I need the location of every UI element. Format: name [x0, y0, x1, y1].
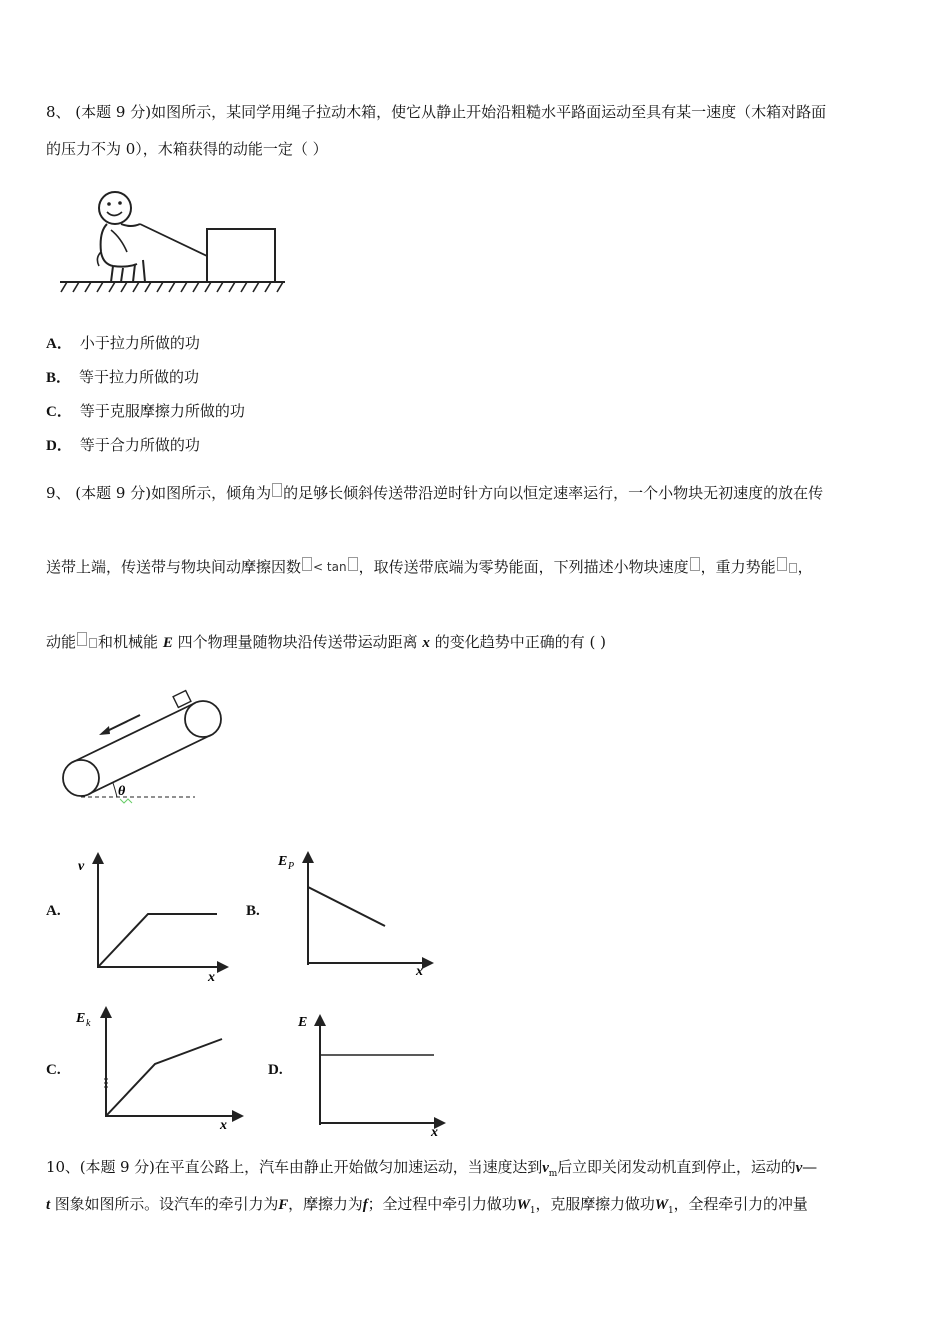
q9-stem-line1: 9、 (本题 9 分)如图所示，倾角为 的足够长倾斜传送带沿逆时针方向以恒定速率运行，一个小物块无初速度的放在传	[46, 484, 824, 502]
ek-placeholder	[77, 632, 87, 646]
graph-c-ylabel: E	[76, 1011, 86, 1026]
ep-placeholder	[777, 557, 787, 571]
ep-sub-placeholder	[789, 563, 797, 573]
theta-placeholder	[348, 557, 358, 571]
graph-a-ylabel: v	[78, 859, 85, 874]
graph-c	[75, 1002, 245, 1137]
graph-c-xlabel: x	[220, 1118, 227, 1133]
graph-b-label[interactable]: B.	[246, 903, 260, 919]
v-placeholder	[690, 557, 700, 571]
q9-figure-conveyor-belt	[55, 685, 235, 810]
q8-figure-person-pulling-box	[55, 172, 295, 297]
q10-stem-line1: 10、(本题 9 分)在平直公路上，汽车由静止开始做匀加速运动，当速度达到$v_m$后立即关闭发动机直到停止，运动的v—	[46, 1158, 818, 1179]
graph-d-xlabel: x	[431, 1125, 438, 1138]
graph-c-ysub: k	[86, 1018, 91, 1029]
graph-b-ylabel: E	[278, 854, 288, 869]
q10-stem-line2: t 图象如图所示。设汽车的牵引力为F，摩擦力为f；全过程中牵引力做功$W_1$，克服摩擦力做功$W_1$，全程牵引力的冲量	[46, 1195, 808, 1216]
q8-stem-line2: 的压力不为 0），木箱获得的动能一定（ ）	[46, 140, 328, 158]
graph-a	[75, 850, 235, 985]
graph-b-xlabel: x	[416, 964, 423, 979]
graph-b	[275, 845, 440, 985]
q8-option-d[interactable]: D． 等于合力所做的功	[46, 436, 200, 454]
graph-a-xlabel: x	[208, 970, 215, 985]
q8-option-b[interactable]: B． 等于拉力所做的功	[46, 368, 200, 386]
graph-c-label[interactable]: C.	[46, 1062, 61, 1078]
graph-b-ysub: P	[288, 861, 295, 872]
mu-placeholder	[302, 557, 312, 571]
theta-label: θ	[118, 784, 126, 799]
q9-stem-line3: 动能 和机械能 E 四个物理量随物块沿传送带运动距离 x 的变化趋势中正确的有 ( )	[46, 633, 606, 651]
graph-a-label[interactable]: A.	[46, 903, 61, 919]
q8-stem-line1: 8、 (本题 9 分)如图所示，某同学用绳子拉动木箱，使它从静止开始沿粗糙水平路面运动至具有某一速度（木箱对路面	[46, 103, 827, 121]
graph-d-label[interactable]: D.	[268, 1062, 283, 1078]
graph-d	[292, 1008, 457, 1138]
theta-placeholder	[272, 483, 282, 497]
q8-option-a[interactable]: A． 小于拉力所做的功	[46, 334, 200, 352]
graph-d-ylabel: E	[298, 1015, 308, 1030]
ek-sub-placeholder	[89, 638, 97, 648]
q9-stem-line2: 送带上端，传送带与物块间动摩擦因数 $^{< tan}$ ，取传送带底端为零势能面，下列描述小物块速度 ，重力势能 ，	[46, 558, 813, 576]
q8-option-c[interactable]: C． 等于克服摩擦力所做的功	[46, 402, 245, 420]
